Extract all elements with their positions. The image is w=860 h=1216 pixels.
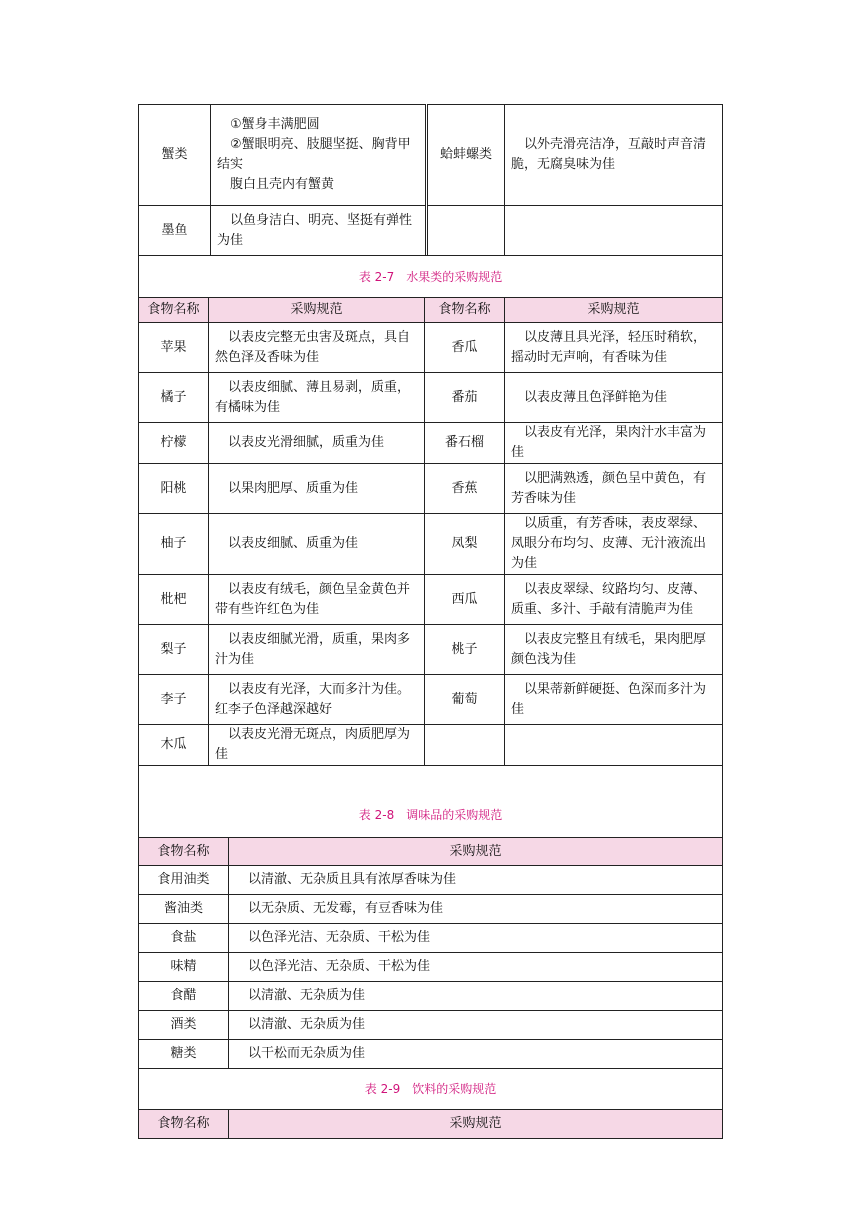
purchase-spec [505,725,723,766]
caption-row [139,1069,723,1110]
table-row [139,105,723,206]
purchase-spec: 以干松而无杂质为佳 [229,1040,723,1069]
purchase-spec: 以表皮翠绿、纹路均匀、皮薄、质重、多汁、手敲有清脆声为佳 [505,575,723,625]
purchase-spec: 以表皮细腻、薄且易剥，质重，有橘味为佳 [209,373,425,423]
table-row [139,953,723,982]
table-row [139,575,723,625]
table-row [139,895,723,924]
purchase-spec: 以色泽光洁、无杂质、干松为佳 [229,924,723,953]
food-name: 墨鱼 [139,206,211,256]
food-name: 蛤蚌螺类 [427,105,505,206]
purchase-spec: 以鱼身洁白、明亮、坚挺有弹性为佳 [211,206,427,256]
purchase-spec: 以表皮完整且有绒毛，果肉肥厚颜色浅为佳 [505,625,723,675]
table-row [139,924,723,953]
purchase-spec: 以表皮细腻、质重为佳 [209,514,425,575]
food-name: 番石榴 [425,423,505,464]
table-row [139,464,723,514]
condiment-table [138,765,723,1069]
purchase-spec: 以清澈、无杂质为佳 [229,982,723,1011]
column-header: 采购规范 [505,298,723,323]
food-name: 凤梨 [425,514,505,575]
food-name: 西瓜 [425,575,505,625]
header-row [139,1110,723,1139]
table-row [139,373,723,423]
caption-row [139,766,723,838]
food-name: 味精 [139,953,229,982]
header-row [139,298,723,323]
food-name: 香蕉 [425,464,505,514]
purchase-spec: 以表皮薄且色泽鲜艳为佳 [505,373,723,423]
column-header: 食物名称 [139,1110,229,1139]
purchase-spec: 以清澈、无杂质且具有浓厚香味为佳 [229,866,723,895]
food-name: 柠檬 [139,423,209,464]
column-header: 食物名称 [425,298,505,323]
food-name: 苹果 [139,323,209,373]
purchase-spec: 以果肉肥厚、质重为佳 [209,464,425,514]
fruit-table [138,255,723,766]
header-row [139,838,723,866]
food-name: 枇杷 [139,575,209,625]
table-caption: 表 2-7 水果类的采购规范 [139,256,723,298]
table-row [139,866,723,895]
table-row [139,323,723,373]
table-row [139,423,723,464]
purchase-spec: 以表皮有光泽，大而多汁为佳。红李子色泽越深越好 [209,675,425,725]
purchase-spec [211,105,427,206]
purchase-spec: 以色泽光洁、无杂质、干松为佳 [229,953,723,982]
food-name [425,725,505,766]
purchase-spec: 以肥满熟透，颜色呈中黄色，有芳香味为佳 [505,464,723,514]
table-row [139,625,723,675]
spec-line: ②蟹眼明亮、肢腿坚挺、胸背甲结实 [217,137,411,172]
purchase-spec: 以表皮光滑无斑点，肉质肥厚为佳 [209,725,425,766]
food-name [427,206,505,256]
column-header: 食物名称 [139,838,229,866]
purchase-spec: 以表皮细腻光滑，质重，果肉多汁为佳 [209,625,425,675]
food-name: 食醋 [139,982,229,1011]
food-name: 柚子 [139,514,209,575]
purchase-spec: 以果蒂新鲜硬挺、色深而多汁为佳 [505,675,723,725]
column-header: 采购规范 [229,1110,723,1139]
purchase-spec: 以表皮完整无虫害及斑点，具自然色泽及香味为佳 [209,323,425,373]
table-row [139,982,723,1011]
column-header: 采购规范 [229,838,723,866]
food-name: 糖类 [139,1040,229,1069]
purchase-spec: 以外壳滑亮洁净，互敲时声音清脆，无腐臭味为佳 [505,105,723,206]
purchase-spec [505,206,723,256]
purchase-spec: 以质重，有芳香味，表皮翠绿、凤眼分布均匀、皮薄、无汁液流出为佳 [505,514,723,575]
caption-text: 表 2-8 调味品的采购规范 [358,808,503,822]
food-name: 食用油类 [139,866,229,895]
seafood-table [138,104,723,256]
caption-row [139,256,723,298]
purchase-spec: 以清澈、无杂质为佳 [229,1011,723,1040]
food-name: 酱油类 [139,895,229,924]
purchase-spec: 以表皮有光泽，果肉汁水丰富为佳 [505,423,723,464]
table-caption [139,766,723,838]
table-caption: 表 2-9 饮料的采购规范 [139,1069,723,1110]
spec-line: ①蟹身丰满肥圆 [230,117,320,132]
food-name: 橘子 [139,373,209,423]
purchase-spec: 以无杂质、无发霉，有豆香味为佳 [229,895,723,924]
food-name: 香瓜 [425,323,505,373]
table-row [139,725,723,766]
table-row [139,206,723,256]
food-name: 桃子 [425,625,505,675]
food-name: 食盐 [139,924,229,953]
table-row [139,514,723,575]
table-row [139,1011,723,1040]
food-name: 酒类 [139,1011,229,1040]
food-name: 阳桃 [139,464,209,514]
food-name: 蟹类 [139,105,211,206]
table-row [139,1040,723,1069]
document-page [138,104,722,1139]
food-name: 梨子 [139,625,209,675]
food-name: 木瓜 [139,725,209,766]
beverage-table [138,1068,723,1139]
purchase-spec: 以表皮光滑细腻，质重为佳 [209,423,425,464]
purchase-spec: 以皮薄且具光泽，轻压时稍软，摇动时无声响，有香味为佳 [505,323,723,373]
food-name: 葡萄 [425,675,505,725]
spec-line: 腹白且壳内有蟹黄 [230,177,335,192]
column-header: 采购规范 [209,298,425,323]
purchase-spec: 以表皮有绒毛，颜色呈金黄色并带有些许红色为佳 [209,575,425,625]
food-name: 李子 [139,675,209,725]
food-name: 番茄 [425,373,505,423]
column-header: 食物名称 [139,298,209,323]
table-row [139,675,723,725]
